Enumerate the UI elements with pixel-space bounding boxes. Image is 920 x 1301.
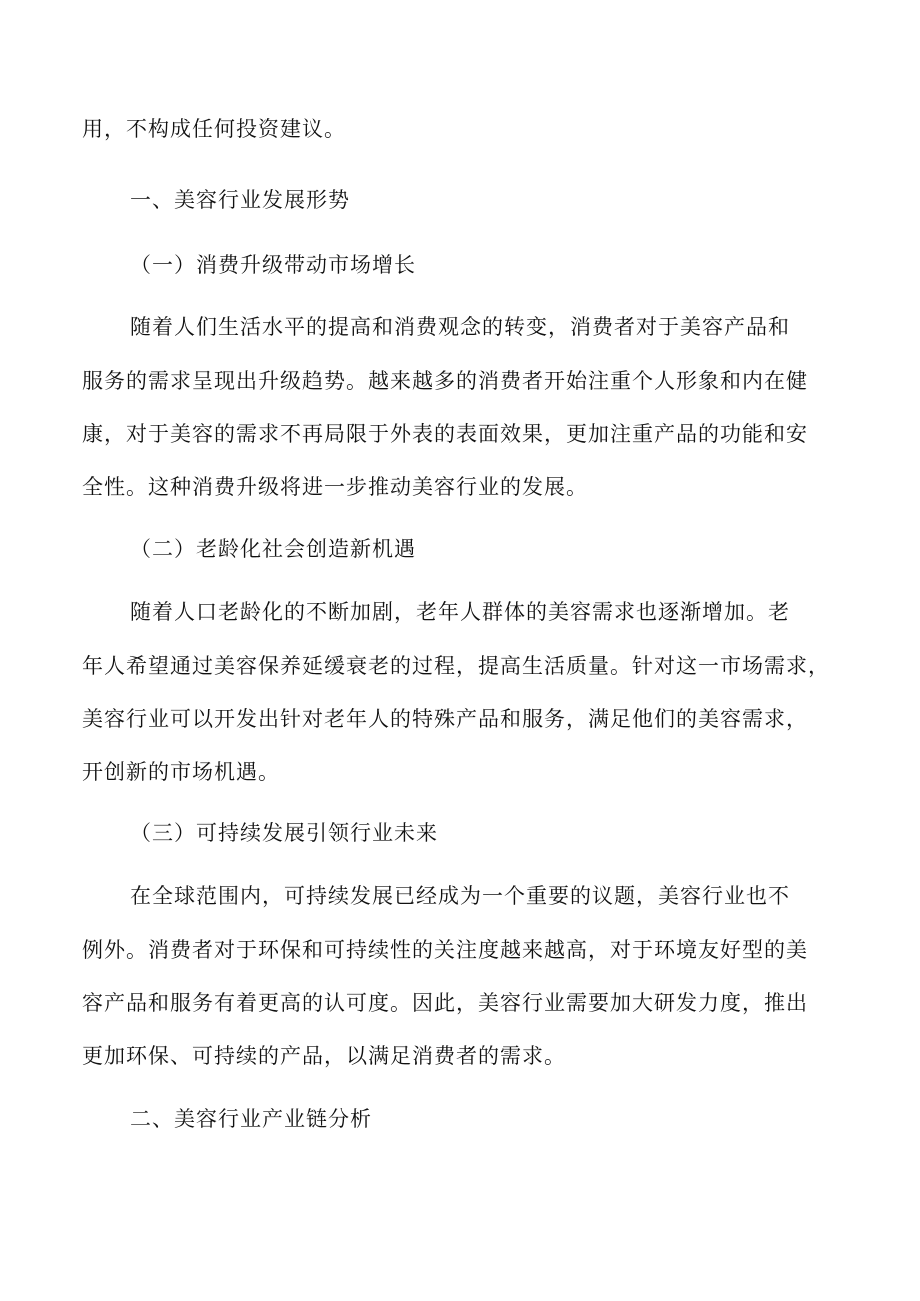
section-heading-1: 一、美容行业发展形势 <box>130 188 350 212</box>
paragraph-3-line-4: 更加环保、可持续的产品，以满足消费者的需求。 <box>82 1044 566 1068</box>
paragraph-2-line-1: 随着人口老龄化的不断加剧，老年人群体的美容需求也逐渐增加。老 <box>130 600 790 624</box>
subsection-heading-3: （三）可持续发展引领行业未来 <box>130 821 438 845</box>
paragraph-3-line-3: 容产品和服务有着更高的认可度。因此，美容行业需要加大研发力度，推出 <box>82 991 808 1015</box>
paragraph-2-line-4: 开创新的市场机遇。 <box>82 760 280 784</box>
paragraph-1-line-1: 随着人们生活水平的提高和消费观念的转变，消费者对于美容产品和 <box>130 315 790 339</box>
paragraph-1-line-3: 康，对于美容的需求不再局限于外表的表面效果，更加注重产品的功能和安 <box>82 422 808 446</box>
paragraph-1-line-4: 全性。这种消费升级将进一步推动美容行业的发展。 <box>82 475 588 499</box>
paragraph-continuation-line: 用，不构成任何投资建议。 <box>82 117 346 141</box>
paragraph-2-line-3: 美容行业可以开发出针对老年人的特殊产品和服务，满足他们的美容需求， <box>82 707 808 731</box>
subsection-heading-2: （二）老龄化社会创造新机遇 <box>130 537 416 561</box>
paragraph-2-line-2: 年人希望通过美容保养延缓衰老的过程，提高生活质量。针对这一市场需求， <box>82 654 830 678</box>
subsection-heading-1: （一）消费升级带动市场增长 <box>130 253 416 277</box>
section-heading-2: 二、美容行业产业链分析 <box>130 1107 372 1131</box>
paragraph-1-line-2: 服务的需求呈现出升级趋势。越来越多的消费者开始注重个人形象和内在健 <box>82 369 808 393</box>
paragraph-3-line-2: 例外。消费者对于环保和可持续性的关注度越来越高，对于环境友好型的美 <box>82 938 808 962</box>
paragraph-3-line-1: 在全球范围内，可持续发展已经成为一个重要的议题，美容行业也不 <box>130 884 790 908</box>
